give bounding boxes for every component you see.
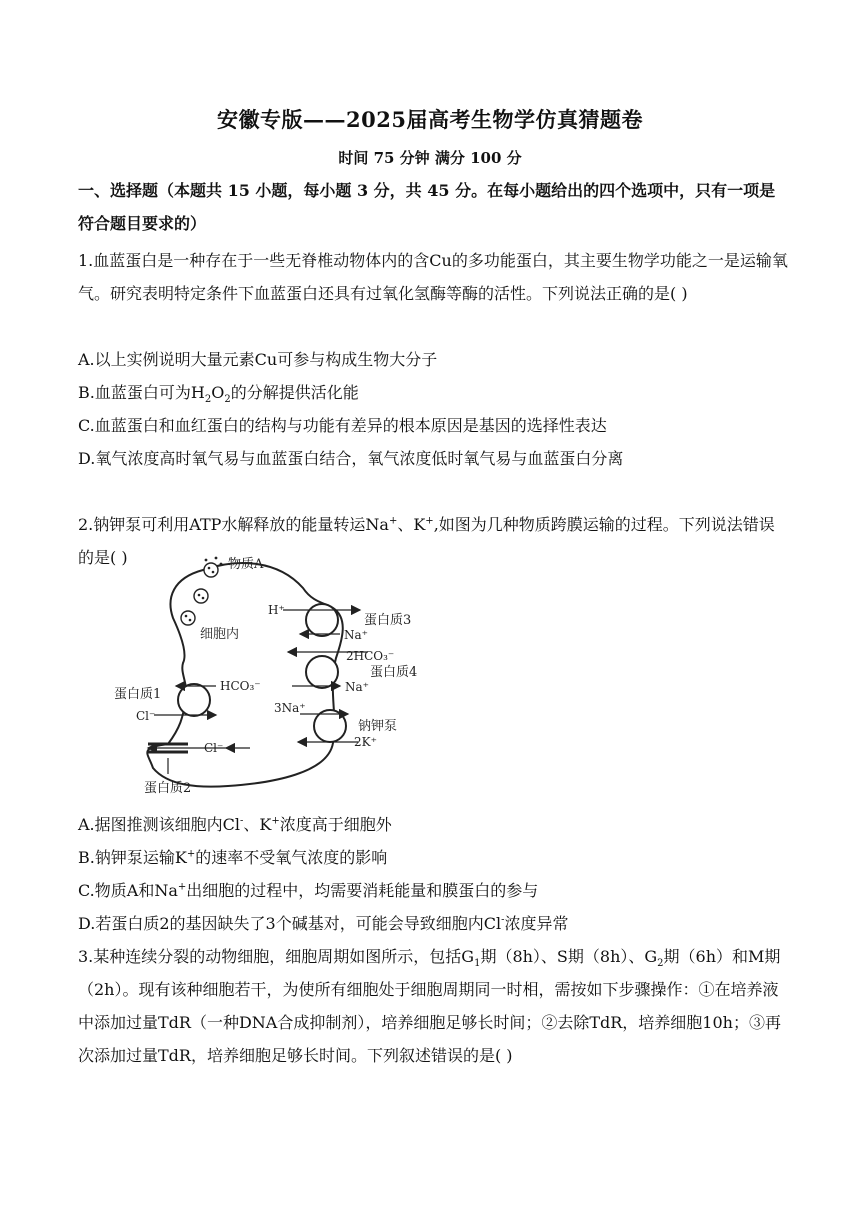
q1-option-c: C.血蓝蛋白和血红蛋白的结构与功能有差异的根本原因是基因的选择性表达: [78, 416, 607, 435]
vesicle: [204, 563, 218, 577]
svg-text:H⁺: H⁺: [268, 603, 285, 617]
svg-text:Cl⁻: Cl⁻: [136, 709, 156, 723]
protein-4-icon: [306, 656, 338, 688]
pump-label: 钠钾泵: [358, 719, 398, 734]
svg-text:2HCO₃⁻: 2HCO₃⁻: [346, 649, 395, 663]
q1-option-b: B.血蓝蛋白可为$H_2O_2$的分解提供活化能: [78, 383, 359, 406]
q1-option-d: D.氧气浓度高时氧气易与血蓝蛋白结合，氧气浓度低时氧气易与血蓝蛋白分离: [78, 449, 624, 468]
q2-option-d: D.若蛋白质2的基因缺失了3个碱基对，可能会导致细胞内Cl-浓度异常: [78, 914, 569, 933]
svg-text:2K⁺: 2K⁺: [354, 735, 377, 749]
protein-1-label: 蛋白质1: [114, 687, 162, 702]
protein-3-icon: [306, 604, 338, 636]
protein-2-label: 蛋白质2: [144, 781, 192, 796]
vesicle: [194, 589, 208, 603]
vesicle: [181, 611, 195, 625]
substance-a-label: 物质A: [228, 557, 264, 572]
page-title: 安徽专版——2025届高考生物学仿真猜题卷: [217, 107, 643, 132]
svg-text:Na⁺: Na⁺: [345, 680, 369, 694]
question-1-stem: 1.血蓝蛋白是一种存在于一些无脊椎动物体内的含Cu的多功能蛋白，其主要生物学功能之一是运输氧气。研究表明特定条件下血蓝蛋白还具有过氧化氢酶等酶的活性。下列说法正确的是( ): [78, 251, 788, 303]
question-2-options: [78, 808, 790, 940]
question-1-options: [78, 343, 790, 475]
protein-1-icon: [178, 684, 210, 716]
membrane-transport-diagram: [108, 548, 438, 800]
pump-icon: [314, 710, 346, 742]
exam-info: 时间 75 分钟 满分 100 分: [338, 149, 522, 167]
protein-3-label: 蛋白质3: [364, 613, 412, 628]
question-2-stem: 2.钠钾泵可利用ATP水解释放的能量转运Na+、K+,如图为几种物质跨膜运输的过程。下列说法错误的是( ): [78, 515, 775, 567]
q2-option-a: A.据图推测该细胞内Cl-、K+浓度高于细胞外: [78, 815, 392, 834]
question-3-stem: 3.某种连续分裂的动物细胞，细胞周期如图所示，包括$G_1$期（8h）、S期（8h）、$G_2$期（6h）和M期（2h）。现有该种细胞若干，为使所有细胞处于细胞周期同一时相，需按如下步骤操作：①在培养液中添加过量TdR（一种DNA合成抑制剂），培养细胞足够长时间；②去除TdR，培养细胞10h；③再次添加过量TdR，培养细胞足够长时间。下列叙述错误的是( ): [78, 947, 781, 1065]
svg-text:HCO₃⁻: HCO₃⁻: [220, 679, 261, 693]
svg-text:Cl⁻: Cl⁻: [204, 741, 224, 755]
q2-option-c: C.物质A和Na+出细胞的过程中，均需要消耗能量和膜蛋白的参与: [78, 881, 539, 900]
svg-text:3Na⁺: 3Na⁺: [274, 701, 306, 715]
svg-text:Na⁺: Na⁺: [344, 628, 368, 642]
protein-4-label: 蛋白质4: [370, 665, 418, 680]
section-heading: 一、选择题（本题共 15 小题，每小题 3 分，共 45 分。在每小题给出的四个选项中，只有一项是符合题目要求的）: [78, 181, 776, 233]
q2-option-b: B.钠钾泵运输K+的速率不受氧气浓度的影响: [78, 848, 388, 867]
cell-inside-label: 细胞内: [200, 627, 240, 642]
q1-option-a: A.以上实例说明大量元素Cu可参与构成生物大分子: [78, 350, 438, 369]
